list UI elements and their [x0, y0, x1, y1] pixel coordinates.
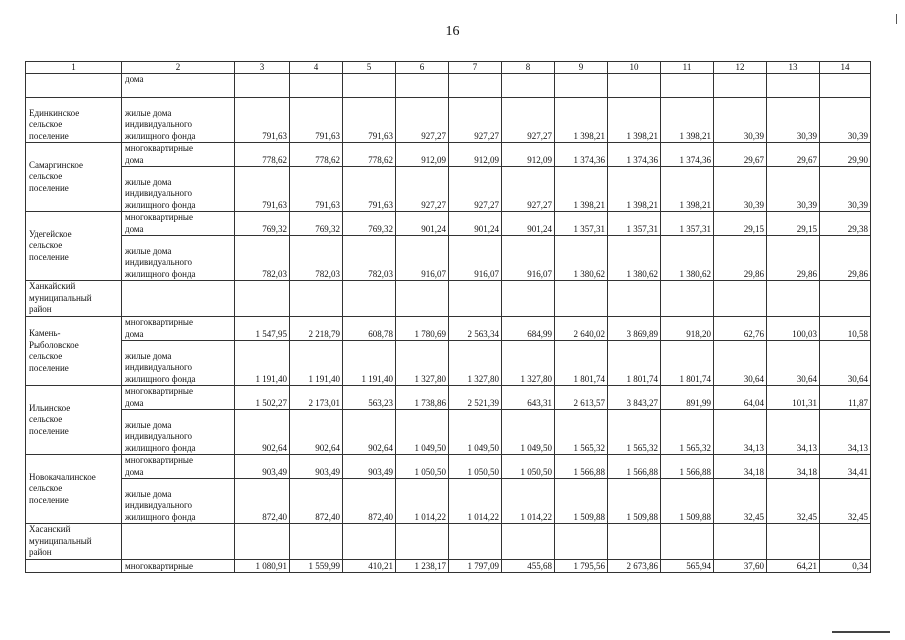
housing-type: жилые дома индивидуального жилищного фонда	[122, 167, 235, 212]
table-row	[26, 341, 871, 386]
settlement-name	[26, 560, 122, 573]
value-cell: 912,09	[502, 143, 555, 167]
value-cell: 0,34	[820, 560, 871, 573]
value-cell: 32,45	[714, 479, 767, 524]
housing-type: жилые дома индивидуального жилищного фонда	[122, 410, 235, 455]
value-cell: 1 801,74	[555, 341, 608, 386]
value-cell	[714, 281, 767, 317]
housing-type: жилые дома индивидуального жилищного фонда	[122, 236, 235, 281]
table-row	[26, 410, 871, 455]
value-cell: 769,32	[343, 212, 396, 236]
value-cell: 1 050,50	[449, 455, 502, 479]
value-cell: 918,20	[661, 317, 714, 341]
value-cell: 1 801,74	[608, 341, 661, 386]
value-cell: 1 049,50	[449, 410, 502, 455]
header-cell: 6	[396, 62, 449, 74]
value-cell: 791,63	[290, 167, 343, 212]
value-cell	[235, 524, 290, 560]
value-cell: 916,07	[449, 236, 502, 281]
value-cell: 30,39	[714, 98, 767, 143]
header-cell: 12	[714, 62, 767, 74]
housing-type: многоквартирные	[122, 560, 235, 573]
header-cell: 2	[122, 62, 235, 74]
value-cell	[502, 74, 555, 98]
value-cell: 410,21	[343, 560, 396, 573]
value-cell: 2 640,02	[555, 317, 608, 341]
value-cell: 34,18	[714, 455, 767, 479]
value-cell: 62,76	[714, 317, 767, 341]
value-cell: 34,13	[767, 410, 820, 455]
value-cell: 791,63	[343, 98, 396, 143]
value-cell: 1 374,36	[608, 143, 661, 167]
value-cell: 101,31	[767, 386, 820, 410]
value-cell: 32,45	[767, 479, 820, 524]
value-cell: 778,62	[290, 143, 343, 167]
value-cell: 782,03	[235, 236, 290, 281]
housing-type: многоквартирные дома	[122, 212, 235, 236]
district-row	[26, 281, 871, 317]
value-cell: 1 327,80	[449, 341, 502, 386]
table-row	[26, 455, 871, 479]
value-cell: 608,78	[343, 317, 396, 341]
table-row	[26, 212, 871, 236]
value-cell	[343, 524, 396, 560]
value-cell	[661, 74, 714, 98]
value-cell: 782,03	[290, 236, 343, 281]
value-cell: 3 843,27	[608, 386, 661, 410]
value-cell: 927,27	[502, 167, 555, 212]
value-cell: 1 014,22	[502, 479, 555, 524]
value-cell: 1 559,99	[290, 560, 343, 573]
value-cell: 1 398,21	[661, 98, 714, 143]
value-cell: 34,41	[820, 455, 871, 479]
page-number: 16	[445, 24, 460, 39]
value-cell: 2 173,01	[290, 386, 343, 410]
value-cell	[290, 281, 343, 317]
value-cell: 769,32	[290, 212, 343, 236]
table-row	[26, 167, 871, 212]
value-cell: 563,23	[343, 386, 396, 410]
settlement-name: Самаргинское сельское поселение	[26, 143, 122, 212]
value-cell	[608, 524, 661, 560]
value-cell: 29,67	[767, 143, 820, 167]
value-cell: 1 380,62	[608, 236, 661, 281]
value-cell: 30,39	[767, 98, 820, 143]
header-cell: 5	[343, 62, 396, 74]
value-cell: 903,49	[343, 455, 396, 479]
value-cell: 903,49	[290, 455, 343, 479]
header-cell: 9	[555, 62, 608, 74]
value-cell: 927,27	[449, 98, 502, 143]
value-cell: 1 566,88	[608, 455, 661, 479]
value-cell: 29,38	[820, 212, 871, 236]
value-cell	[714, 524, 767, 560]
value-cell: 100,03	[767, 317, 820, 341]
value-cell: 1 502,27	[235, 386, 290, 410]
value-cell: 927,27	[449, 167, 502, 212]
value-cell: 2 521,39	[449, 386, 502, 410]
value-cell: 916,07	[502, 236, 555, 281]
value-cell: 927,27	[396, 167, 449, 212]
value-cell	[767, 281, 820, 317]
value-cell: 3 869,89	[608, 317, 661, 341]
value-cell	[608, 281, 661, 317]
housing-type: жилые дома индивидуального жилищного фонда	[122, 479, 235, 524]
value-cell: 64,21	[767, 560, 820, 573]
value-cell: 11,87	[820, 386, 871, 410]
value-cell: 769,32	[235, 212, 290, 236]
value-cell: 912,09	[396, 143, 449, 167]
value-cell	[608, 74, 661, 98]
value-cell	[396, 281, 449, 317]
value-cell: 34,18	[767, 455, 820, 479]
value-cell: 1 238,17	[396, 560, 449, 573]
value-cell: 902,64	[290, 410, 343, 455]
value-cell: 30,64	[767, 341, 820, 386]
value-cell: 903,49	[235, 455, 290, 479]
value-cell: 32,45	[820, 479, 871, 524]
header-cell: 10	[608, 62, 661, 74]
value-cell	[235, 281, 290, 317]
value-cell: 927,27	[396, 98, 449, 143]
value-cell: 29,15	[714, 212, 767, 236]
value-cell: 30,39	[714, 167, 767, 212]
value-cell: 901,24	[502, 212, 555, 236]
table-row	[26, 386, 871, 410]
value-cell: 1 050,50	[396, 455, 449, 479]
value-cell	[122, 281, 235, 317]
value-cell: 1 509,88	[555, 479, 608, 524]
value-cell	[555, 281, 608, 317]
footer-rule	[832, 631, 890, 633]
value-cell: 1 565,32	[661, 410, 714, 455]
value-cell: 1 080,91	[235, 560, 290, 573]
value-cell: 927,27	[502, 98, 555, 143]
value-cell: 2 673,86	[608, 560, 661, 573]
value-cell: 30,64	[820, 341, 871, 386]
housing-type: жилые дома индивидуального жилищного фонда	[122, 341, 235, 386]
value-cell: 29,90	[820, 143, 871, 167]
value-cell: 2 218,79	[290, 317, 343, 341]
value-cell: 1 398,21	[555, 98, 608, 143]
housing-type: жилые дома индивидуального жилищного фонда	[122, 98, 235, 143]
value-cell	[555, 524, 608, 560]
header-cell: 7	[449, 62, 502, 74]
header-cell: 3	[235, 62, 290, 74]
value-cell: 1 049,50	[396, 410, 449, 455]
housing-type: многоквартирные дома	[122, 317, 235, 341]
value-cell: 37,60	[714, 560, 767, 573]
value-cell: 29,86	[820, 236, 871, 281]
value-cell	[290, 524, 343, 560]
value-cell: 1 795,56	[555, 560, 608, 573]
value-cell: 1 191,40	[235, 341, 290, 386]
value-cell: 1 565,32	[555, 410, 608, 455]
value-cell: 1 565,32	[608, 410, 661, 455]
value-cell: 29,86	[714, 236, 767, 281]
table-row	[26, 98, 871, 143]
value-cell: 34,13	[714, 410, 767, 455]
value-cell	[122, 524, 235, 560]
value-cell: 1 398,21	[661, 167, 714, 212]
value-cell: 902,64	[235, 410, 290, 455]
value-cell: 1 014,22	[396, 479, 449, 524]
value-cell: 1 509,88	[608, 479, 661, 524]
header-cell: 14	[820, 62, 871, 74]
housing-type: многоквартирные дома	[122, 386, 235, 410]
value-cell: 1 566,88	[661, 455, 714, 479]
value-cell: 1 380,62	[555, 236, 608, 281]
value-cell: 791,63	[235, 167, 290, 212]
header-cell: 8	[502, 62, 555, 74]
settlement-name: Новокачалинское сельское поселение	[26, 455, 122, 524]
tariff-table	[25, 61, 871, 573]
table-row	[26, 143, 871, 167]
value-cell: 1 357,31	[608, 212, 661, 236]
district-name: Хасанский муниципальный район	[26, 524, 122, 560]
district-name: Ханкайский муниципальный район	[26, 281, 122, 317]
housing-type: многоквартирные дома	[122, 455, 235, 479]
value-cell: 34,13	[820, 410, 871, 455]
value-cell: 1 780,69	[396, 317, 449, 341]
value-cell	[290, 74, 343, 98]
value-cell: 791,63	[343, 167, 396, 212]
table-row	[26, 236, 871, 281]
settlement-name: Ильинское сельское поселение	[26, 386, 122, 455]
table-row	[26, 317, 871, 341]
value-cell: 778,62	[343, 143, 396, 167]
value-cell: 1 049,50	[502, 410, 555, 455]
table-row	[26, 560, 871, 573]
value-cell: 30,39	[820, 98, 871, 143]
value-cell: 1 191,40	[290, 341, 343, 386]
value-cell: 565,94	[661, 560, 714, 573]
value-cell: 782,03	[343, 236, 396, 281]
header-cell: 11	[661, 62, 714, 74]
value-cell: 778,62	[235, 143, 290, 167]
header-cell: 4	[290, 62, 343, 74]
header-cell: 1	[26, 62, 122, 74]
value-cell: 1 797,09	[449, 560, 502, 573]
value-cell: 1 014,22	[449, 479, 502, 524]
value-cell	[502, 281, 555, 317]
settlement-name: Камень- Рыболовское сельское поселение	[26, 317, 122, 386]
edge-scan-mark	[896, 14, 897, 24]
value-cell	[235, 74, 290, 98]
housing-type: многоквартирные дома	[122, 143, 235, 167]
value-cell: 455,68	[502, 560, 555, 573]
value-cell: 901,24	[449, 212, 502, 236]
value-cell: 1 566,88	[555, 455, 608, 479]
value-cell: 872,40	[235, 479, 290, 524]
value-cell: 30,39	[820, 167, 871, 212]
value-cell	[555, 74, 608, 98]
value-cell: 901,24	[396, 212, 449, 236]
header-row	[26, 62, 871, 74]
settlement-name	[26, 74, 122, 98]
value-cell: 29,67	[714, 143, 767, 167]
value-cell: 872,40	[343, 479, 396, 524]
value-cell	[502, 524, 555, 560]
value-cell: 1 547,95	[235, 317, 290, 341]
value-cell	[820, 74, 871, 98]
header-cell: 13	[767, 62, 820, 74]
value-cell	[820, 524, 871, 560]
value-cell	[396, 524, 449, 560]
value-cell: 29,86	[767, 236, 820, 281]
value-cell: 29,15	[767, 212, 820, 236]
value-cell	[343, 281, 396, 317]
value-cell: 1 374,36	[661, 143, 714, 167]
value-cell	[820, 281, 871, 317]
value-cell: 64,04	[714, 386, 767, 410]
table-row	[26, 479, 871, 524]
value-cell: 1 357,31	[661, 212, 714, 236]
district-row	[26, 524, 871, 560]
housing-type: дома	[122, 74, 235, 98]
settlement-name: Удегейское сельское поселение	[26, 212, 122, 281]
value-cell: 1 191,40	[343, 341, 396, 386]
value-cell: 912,09	[449, 143, 502, 167]
settlement-name: Единкинское сельское поселение	[26, 98, 122, 143]
value-cell: 1 327,80	[502, 341, 555, 386]
value-cell: 684,99	[502, 317, 555, 341]
value-cell: 2 563,34	[449, 317, 502, 341]
value-cell: 10,58	[820, 317, 871, 341]
value-cell: 1 398,21	[555, 167, 608, 212]
value-cell: 872,40	[290, 479, 343, 524]
value-cell: 1 398,21	[608, 98, 661, 143]
value-cell	[343, 74, 396, 98]
value-cell	[661, 281, 714, 317]
value-cell: 1 374,36	[555, 143, 608, 167]
value-cell: 1 738,86	[396, 386, 449, 410]
value-cell: 1 398,21	[608, 167, 661, 212]
value-cell: 891,99	[661, 386, 714, 410]
value-cell: 643,31	[502, 386, 555, 410]
value-cell: 1 327,80	[396, 341, 449, 386]
value-cell: 30,39	[767, 167, 820, 212]
value-cell	[767, 524, 820, 560]
value-cell	[767, 74, 820, 98]
value-cell: 1 801,74	[661, 341, 714, 386]
table-row	[26, 74, 871, 98]
value-cell: 902,64	[343, 410, 396, 455]
value-cell	[449, 524, 502, 560]
table-body	[26, 62, 871, 573]
value-cell	[714, 74, 767, 98]
value-cell: 1 050,50	[502, 455, 555, 479]
value-cell: 1 509,88	[661, 479, 714, 524]
value-cell	[449, 281, 502, 317]
value-cell: 1 380,62	[661, 236, 714, 281]
value-cell	[449, 74, 502, 98]
value-cell: 30,64	[714, 341, 767, 386]
value-cell: 1 357,31	[555, 212, 608, 236]
value-cell	[396, 74, 449, 98]
value-cell: 2 613,57	[555, 386, 608, 410]
value-cell: 791,63	[290, 98, 343, 143]
value-cell	[661, 524, 714, 560]
value-cell: 791,63	[235, 98, 290, 143]
value-cell: 916,07	[396, 236, 449, 281]
